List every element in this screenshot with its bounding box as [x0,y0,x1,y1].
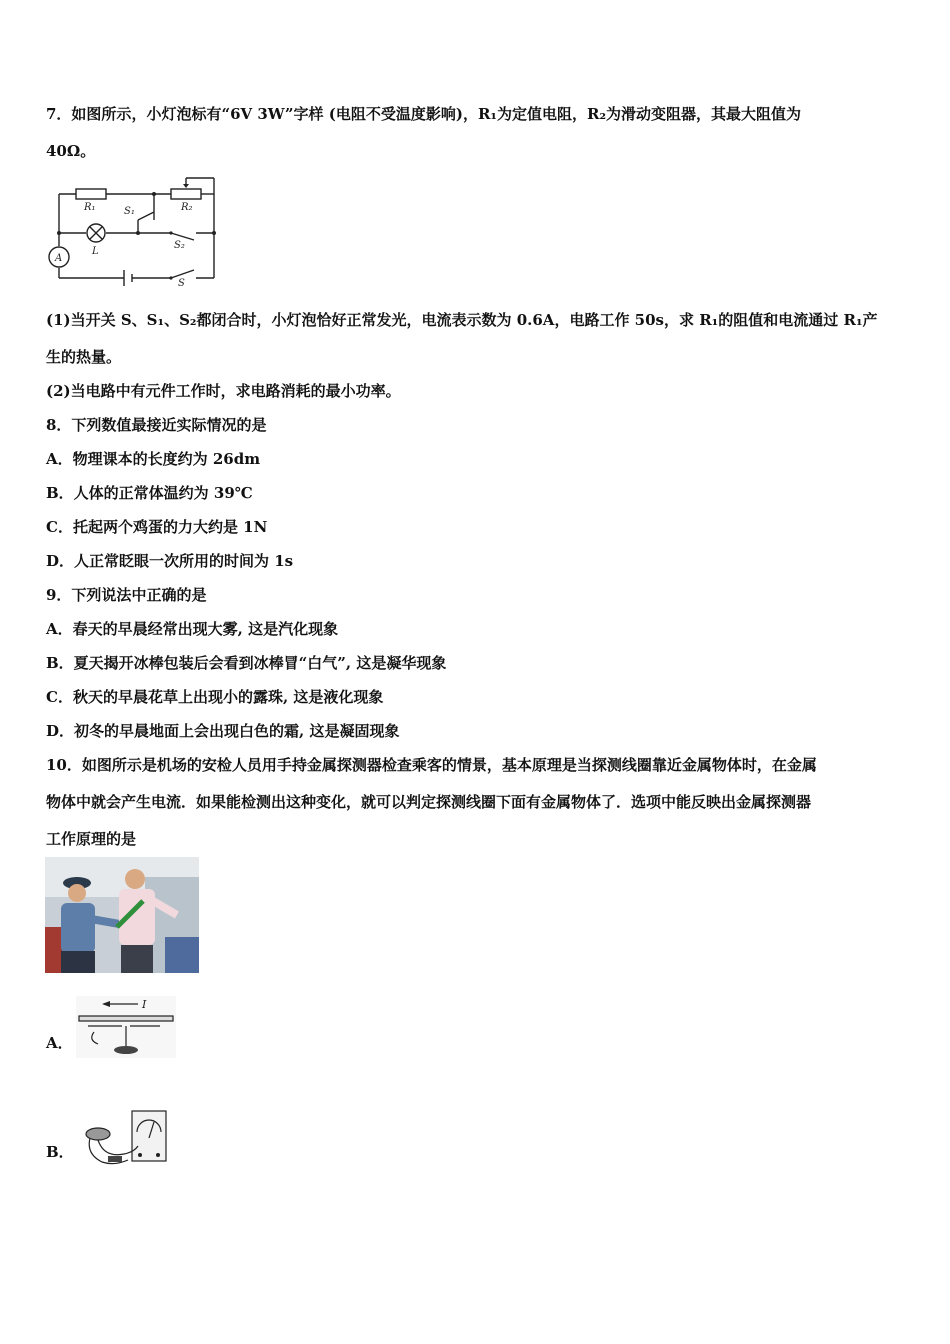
q10-option-b-figure [84,1108,170,1172]
q7-circuit-diagram [46,176,222,288]
q9-stem: 9．下列说法中正确的是 [46,586,207,604]
current-label: I [142,998,147,1011]
q9-option-d: D．初冬的早晨地面上会出现白色的霜, 这是凝固现象 [46,722,400,740]
s1-label: S₁ [124,206,135,217]
q9-option-b: B．夏天揭开冰棒包装后会看到冰棒冒“白气”, 这是凝华现象 [46,654,447,672]
q10-stem-line1: 10．如图所示是机场的安检人员用手持金属探测器检查乘客的情景，基本原理是当探测线圈靠近金属物体时，在金属 [46,756,817,774]
q8-stem: 8．下列数值最接近实际情况的是 [46,416,267,434]
r2-label: R₂ [181,202,193,213]
r2-rheostat [171,189,201,199]
q10-stem-line3: 工作原理的是 [46,830,137,848]
q7-part1-line1: (1)当开关 S、S₁、S₂都闭合时，小灯泡恰好正常发光，电流表示数为 0.6A，电路工作 50s，求 R₁的阻值和电流通过 R₁产 [46,311,878,329]
q10-option-a-figure [76,996,176,1058]
r1-label: R₁ [84,202,96,213]
q7-stem-line2: 40Ω。 [46,142,96,160]
q8-option-d: D．人正常眨眼一次所用的时间为 1s [46,552,294,570]
s2-label: S₂ [174,240,185,251]
lamp-label: L [92,246,99,257]
q9-option-a: A．春天的早晨经常出现大雾, 这是汽化现象 [46,620,339,638]
r1-resistor [76,189,106,199]
q7-part2: (2)当电路中有元件工作时，求电路消耗的最小功率。 [46,382,401,400]
q8-option-c: C．托起两个鸡蛋的力大约是 1N [46,518,268,536]
q10-stem-line2: 物体中就会产生电流．如果能检测出这种变化，就可以判定探测线圈下面有金属物体了．选项中能反映出金属探测器 [46,793,812,811]
ammeter-label: A [55,253,63,264]
q7-stem-line1: 7．如图所示，小灯泡标有“6V 3W”字样 (电阻不受温度影响)，R₁为定值电阻，R₂为滑动变阻器，其最大阻值为 [46,105,802,123]
q10-option-a-label: A． [46,1034,73,1052]
q7-part1-line2: 生的热量。 [46,348,122,366]
q8-option-a: A．物理课本的长度约为 26dm [46,450,261,468]
security-check-photo [45,857,199,973]
q8-option-b: B．人体的正常体温约为 39℃ [46,484,253,502]
s-label: S [178,278,185,288]
q10-option-b-label: B． [46,1143,74,1161]
q9-option-c: C．秋天的早晨花草上出现小的露珠, 这是液化现象 [46,688,384,706]
